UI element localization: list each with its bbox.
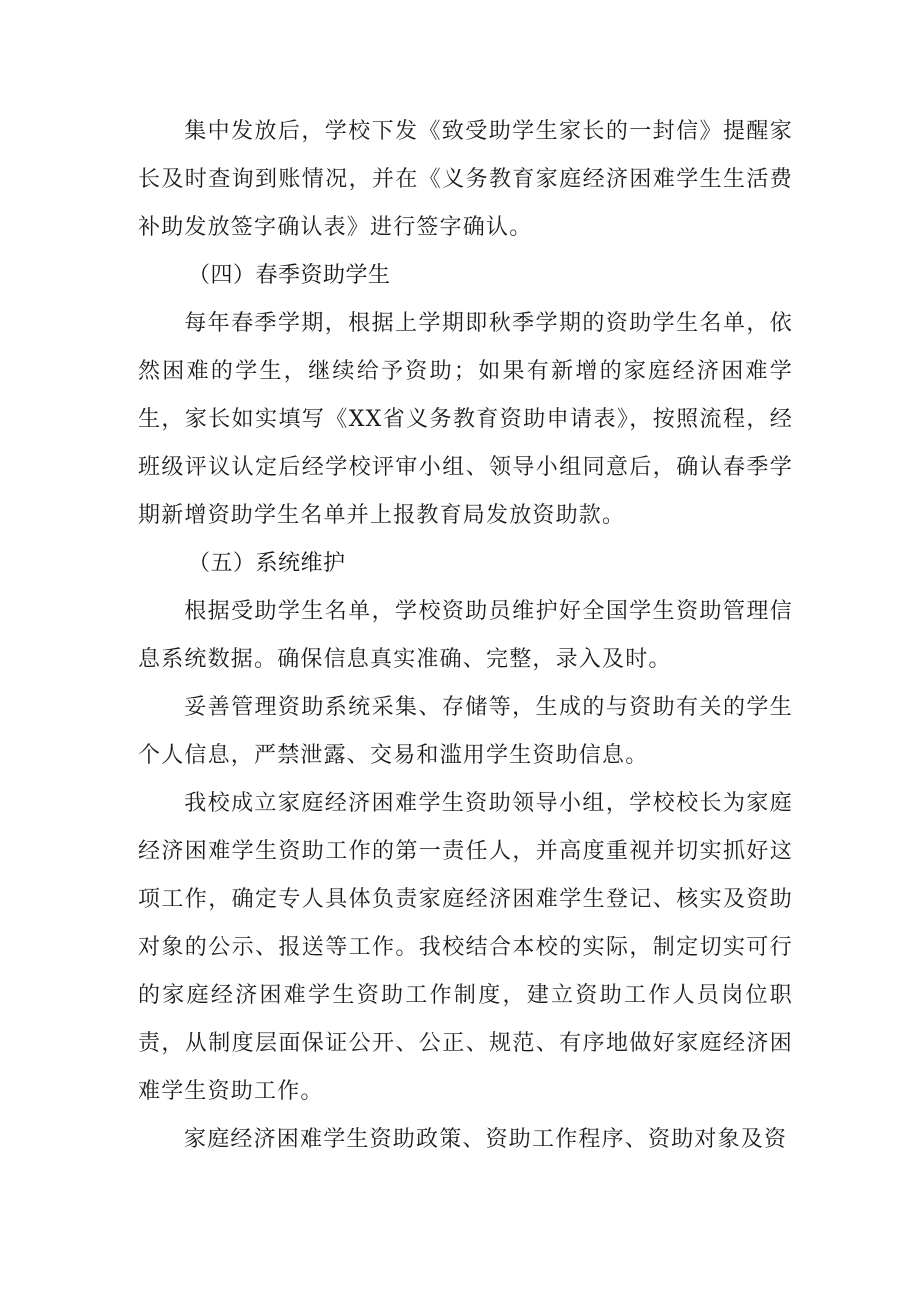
paragraph-text: 根据受助学生名单，学校资助员维护好全国学生资助管理信息系统数据。确保信息真实准确、完整，录入及时。: [138, 599, 793, 672]
section-heading-system-maintenance: （五）系统维护: [188, 551, 346, 576]
paragraph-system-maintenance: [138, 588, 793, 684]
paragraph-text: 我校成立家庭经济困难学生资助领导小组，学校校长为家庭经济困难学生资助工作的第一责任人，并高度重视并切实抓好这项工作，确定专人具体负责家庭经济困难学生登记、核实及资助对象的公示、报送等工作。我校结合本校的实际，制定切实可行的家庭经济困难学生资助工作制度，建立资助工作人员岗位职责，从制度层面保证公开、公正、规范、有序地做好家庭经济困难学生资助工作。: [138, 791, 793, 1104]
paragraph-policy-publicity: [138, 1116, 793, 1164]
paragraph-text: 每年春季学期，根据上学期即秋季学期的资助学生名单，依然困难的学生，继续给予资助；如果有新增的家庭经济困难学生，家长如实填写《XX省义务教育资助申请表》，按照流程，经班级评议认定后经学校评审小组、领导小组同意后，确认春季学期新增资助学生名单并上报教育局发放资助款。: [138, 311, 793, 528]
paragraph-distribution-notice: [138, 108, 793, 252]
paragraph-text: 妥善管理资助系统采集、存储等，生成的与资助有关的学生个人信息，严禁泄露、交易和滥用学生资助信息。: [138, 695, 793, 768]
paragraph-spring-aid: [138, 300, 793, 540]
paragraph-leadership-group: [138, 780, 793, 1116]
paragraph-text: 集中发放后，学校下发《致受助学生家长的一封信》提醒家长及时查询到账情况，并在《义务教育家庭经济困难学生生活费补助发放签字确认表》进行签字确认。: [138, 119, 793, 240]
section-heading-spring-aid: （四）春季资助学生: [188, 263, 391, 288]
paragraph-text: 家庭经济困难学生资助政策、资助工作程序、资助对象及资: [184, 1127, 788, 1152]
paragraph-data-protection: [138, 684, 793, 780]
